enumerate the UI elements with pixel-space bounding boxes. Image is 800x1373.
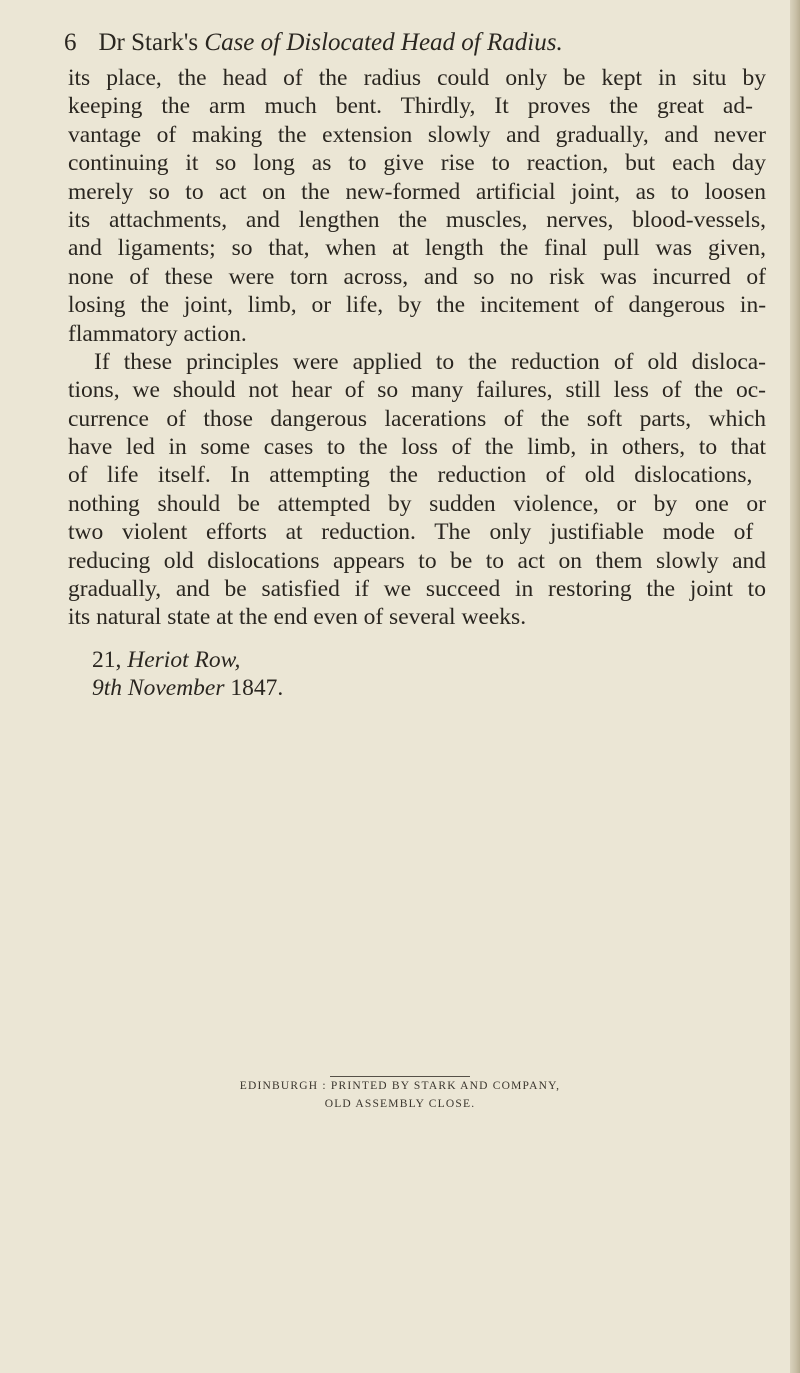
- imprint-rule: [330, 1076, 470, 1077]
- text-line: [68, 121, 768, 149]
- text-line: [68, 149, 768, 177]
- text-line: [68, 206, 768, 234]
- address-street: Heriot Row,: [127, 647, 241, 673]
- text-fragment: two violent efforts at reduction. The only justifiable mode of: [68, 519, 754, 546]
- paragraph-start-line: [68, 348, 768, 376]
- text-line: [68, 547, 768, 575]
- text-fragment: and ligaments; so that, when at length the final pull was given,: [68, 235, 767, 262]
- text-fragment: gradually, and be satisfied if we succeed in restoring the joint to: [68, 576, 766, 603]
- address-number: 21,: [92, 647, 122, 673]
- text-fragment: losing the joint, limb, or life, by the incitement of dangerous in-: [68, 292, 767, 319]
- text-line: [68, 405, 768, 433]
- text-fragment: have led in some cases to the loss of the limb, in others, to that: [68, 434, 767, 461]
- text-line: [68, 433, 768, 461]
- text-line: [68, 490, 768, 518]
- date-year: 1847.: [230, 675, 284, 702]
- date-line: [92, 674, 283, 702]
- text-line: [68, 178, 768, 206]
- printer-imprint-line1: EDINBURGH : PRINTED BY STARK AND COMPANY,: [239, 1080, 561, 1092]
- printer-imprint-line2: OLD ASSEMBLY CLOSE.: [324, 1098, 476, 1110]
- text-line: [68, 291, 768, 319]
- page-number: 6: [64, 29, 77, 56]
- page-edge-shadow: [790, 0, 800, 1373]
- text-fragment: reducing old dislocations appears to be to act on them slowly and: [68, 547, 767, 574]
- running-head: [64, 28, 764, 58]
- signature-block: [92, 646, 283, 703]
- text-line: [68, 263, 768, 291]
- text-line: [68, 64, 768, 92]
- address-line: [92, 646, 283, 674]
- text-fragment: none of these were torn across, and so no risk was incurred of: [68, 263, 766, 290]
- text-line: [68, 518, 768, 546]
- text-fragment: its place, the head of the radius could only be kept in situ by: [68, 65, 767, 91]
- text-fragment: keeping the arm much bent. Thirdly, It proves the great ad-: [68, 93, 753, 120]
- text-line: [68, 320, 768, 348]
- text-fragment: merely so to act on the new-formed artificial joint, as to loosen: [68, 178, 766, 205]
- text-line: [68, 603, 768, 631]
- text-fragment: vantage of making the extension slowly and gradually, and never: [68, 121, 766, 148]
- body-text: [68, 64, 768, 632]
- text-fragment: If these principles were applied to the reduction of old disloca-: [94, 348, 767, 375]
- date-day: 9th: [92, 675, 123, 702]
- text-fragment: tions, we should not hear of so many failures, still less of the oc-: [68, 377, 766, 404]
- text-line: [68, 575, 768, 603]
- text-fragment: its attachments, and lengthen the muscles, nerves, blood-vessels,: [68, 206, 767, 233]
- text-line: [68, 376, 768, 404]
- text-line: [68, 234, 768, 262]
- text-line: [68, 461, 768, 489]
- running-head-author: Dr Stark's: [98, 29, 199, 56]
- text-fragment: flammatory action.: [68, 320, 247, 347]
- text-fragment: currence of those dangerous lacerations of the soft parts, which: [68, 405, 767, 432]
- text-fragment: nothing should be attempted by sudden violence, or by one or: [68, 490, 767, 517]
- text-fragment: its natural state at the end even of several weeks.: [68, 604, 527, 631]
- text-fragment: of life itself. In attempting the reduction of old dislocations,: [68, 462, 753, 489]
- text-line: [68, 92, 768, 120]
- text-fragment: continuing it so long as to give rise to reaction, but each day: [68, 150, 766, 177]
- date-month: November: [127, 675, 225, 702]
- running-head-title: Case of Dislocated Head of Radius.: [204, 29, 563, 56]
